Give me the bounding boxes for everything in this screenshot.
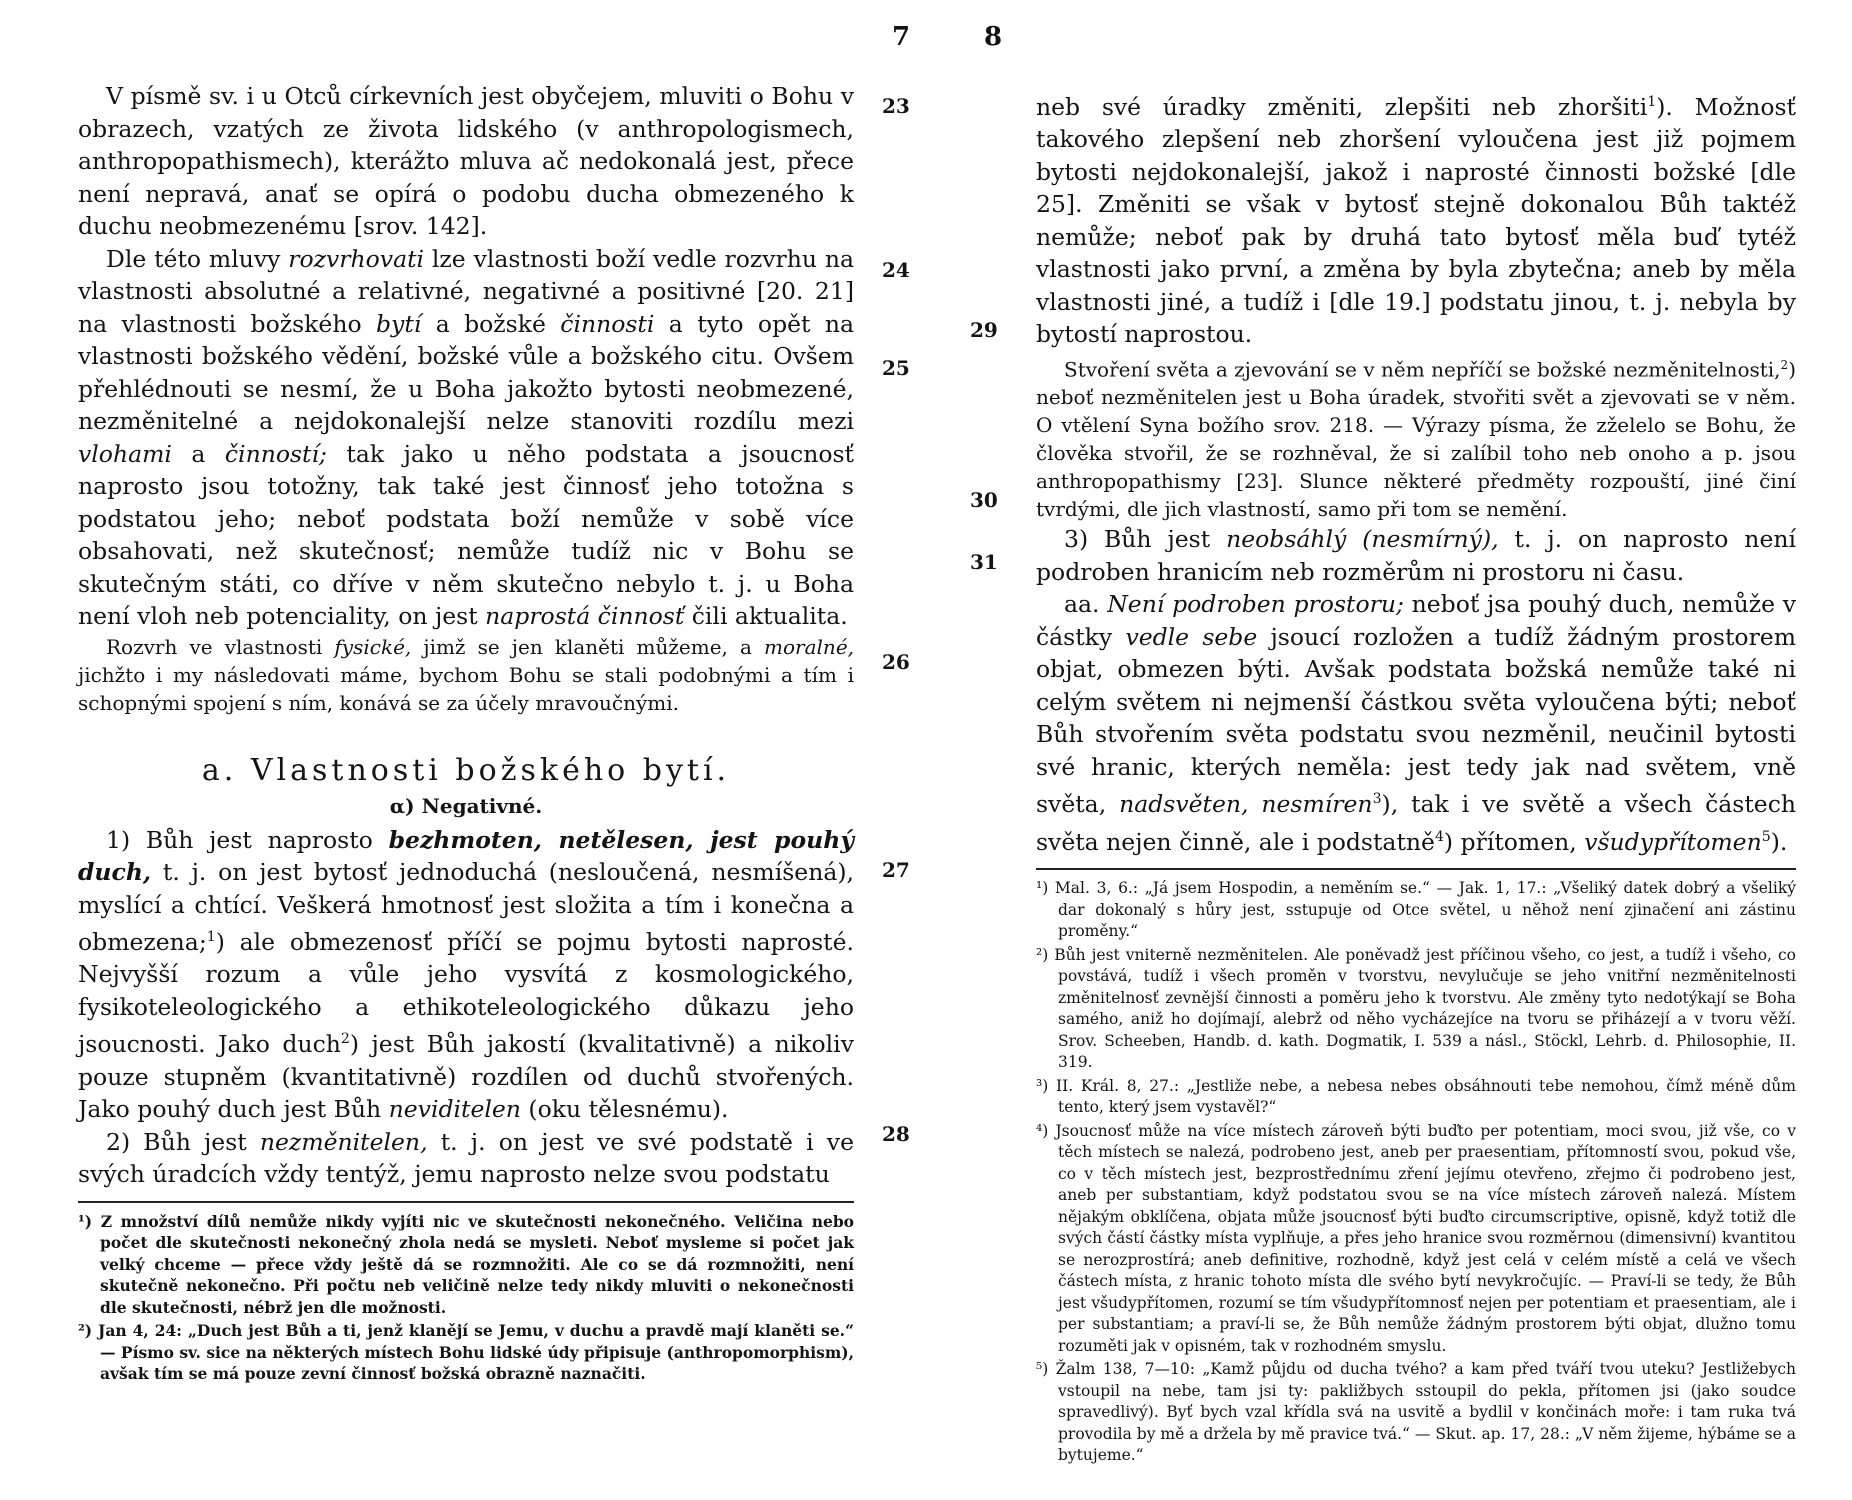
footnote: ³) II. Král. 8, 27.: „Jestliže nebe, a nebesa nebes obsáhnouti tebe nemohou, čímž méně dům tento, který jsem vystavěl?“ — [1036, 1076, 1796, 1117]
left-page-number: 7 — [892, 22, 911, 52]
margin-number: 30 — [970, 488, 998, 512]
margin-number: 28 — [882, 1122, 910, 1146]
margin-number: 25 — [882, 356, 910, 380]
right-column — [1036, 86, 1796, 1469]
paragraph: neb své úradky změniti, zlepšiti neb zhoršiti$^1$). Možnosť takového zlepšení neb zhoršení vyloučena jest již pojmem bytosti nejdokonalejší, jakož i naprosté činnosti božské [dle 25]. Změniti se však v bytosť stejně dokonalou Bůh taktéž nemůže; neboť pak by druhá tato bytosť měla buď tytéž vlastnosti jako první, a změna by byla zbytečna; aneb by měla vlastnosti jiné, a tudíž i [dle 19.] podstatu jinou, t. j. nebyla by bytostí naprostou. — [1036, 92, 1796, 349]
margin-number: 26 — [882, 650, 910, 674]
footnote: ²) Bůh jest vniterně nezměnitelen. Ale poněvadž jest příčinou všeho, co jest, a tudíž i všeho, co povstává, tudíž i všech proměn v tvorstvu, nevylučuje se jeho vnitřní nezměnitelnosti změnitelnosť zevnější činnosti a poměru jeho k tvorstvu. Ale změny tyto nedotýkají se Boha samého, aniž ho dojímají, alebrž od něho vycházejíce na tvoru se přiházejí a v tvoru věží. Srov. Scheeben, Handb. d. kath. Dogmatik, I. 539 a násl., Stöckl, Lehrb. d. Philosophie, II. 319. — [1036, 945, 1796, 1072]
left-column — [78, 80, 854, 1387]
section-subheading: α) Negativné. — [389, 793, 543, 818]
paragraph: 2) Bůh jest nezměnitelen, t. j. on jest ve své podstatě i ve svých úradcích vždy tentýž, jemu naprosto nelze svou podstatu — [78, 1127, 854, 1189]
right-page — [926, 0, 1852, 1500]
margin-number: 29 — [970, 318, 998, 342]
margin-number: 24 — [882, 258, 910, 282]
paragraph: aa. Není podroben prostoru; neboť jsa pouhý duch, nemůže v částky vedle sebe jsoucí rozložen a tudíž žádným prostorem objat, obmezen býti. Avšak podstata božská nemůže také ni celým světem ni nejmenší částkou světa vyloučena býti; neboť Bůh stvořením světa podstatu svou nezměnil, neučinil bytosti své hranic, kterých neměla: jest tedy jak nad světem, vně světa, nadsvěten, nesmíren$^3$), tak i ve světě a všech částech světa nejen činně, ale i podstatně$^4$) přítomen, všudypřítomen$^5$). — [1036, 590, 1797, 856]
footnote: ¹) Z množství dílů nemůže nikdy vyjíti nic ve skutečnosti nekonečného. Veličina nebo počet dle skutečnosti nekonečný zhola nedá se mysleti. Neboť mysleme si počet jak velký chceme — přece vždy ještě dá se rozmnožiti. Ale co se dá rozmnožiti, není skutečně nekonečno. Při počtu neb veličině nelze tedy nikdy mluviti o nekonečnosti dle skutečnosti, nébrž jen dle možnosti. — [78, 1211, 854, 1317]
footnote: ⁵) Žalm 138, 7—10: „Kamž půjdu od ducha tvého? a kam před tváří tvou uteku? Jestližebych vstoupil na nebe, tam jsi ty: pakližbych sstoupil do pekla, přítomen jsi (jako soudce spravedlivý). Byť bych vzal křídla svá na usvitě a bydlil v končinách moře: i tam ruka tvá provodila by mě a držela by mě pravice tvá.“ — Skut. ap. 17, 28.: „V něm žijeme, hýbáme se a bytujeme.“ — [1036, 1360, 1796, 1465]
footnote: ¹) Mal. 3, 6.: „Já jsem Hospodin, a neměním se.“ — Jak. 1, 17.: „Všeliký datek dobrý a všeliký dar dokonalý s hůry jest, sstupuje od Otce světel, u něhož není zjinačení ani zástinu proměny.“ — [1036, 879, 1796, 941]
paragraph: Dle této mluvy rozvrhovati lze vlastnosti boží vedle rozvrhu na vlastnosti absolutné a relativné, negativné a positivné [20. 21] na vlastnosti božského bytí a božské činnosti a tyto opět na vlastnosti božského vědění, božské vůle a božského citu. Ovšem přehlédnouti se nesmí, že u Boha jakožto bytosti neobmezené, nezměnitelné a nejdokonalejší nelze stanoviti rozdílu mezi vlohami a činností; tak jako u něho podstata a jsoucnosť naprosto jsou totožny, tak také jest činnosť jeho totožna s podstatou jeho; neboť podstata boží nemůže v sobě více obsahovati, než skutečnosť; nemůže tudíž nic v Bohu se skutečným státi, co dříve v něm skutečno nebylo t. j. u Boha není vloh neb potenciality, on jest naprostá činnosť čili aktualita. — [78, 244, 855, 630]
footnote: ²) Jan 4, 24: „Duch jest Bůh a ti, jenž klanějí se Jemu, v duchu a pravdě mají klaněti se.“ — Písmo sv. sice na některých místech Bohu lidské údy připisuje (anthropomorphism), avšak tím se má pouze zevní činnosť božská obrazně naznačiti. — [78, 1321, 854, 1384]
section-heading: a. Vlastnosti božského bytí. — [201, 752, 731, 788]
right-page-number: 8 — [984, 22, 1003, 52]
footnote: ⁴) Jsoucnosť může na více místech zároveň býti buďto per potentiam, moci svou, již vše, co v těch místech se nalezá, podrobeno jest, aneb per praesentiam, přítomností svou, pokud vše, co v těch místech jest, bezprostřednímu zření jejímu otevřeno, zřejmo či podrobeno jest, aneb per substantiam, když podstatou svou se na více místech zároveň nalezá. Místem nějakým obklíčena, objata může jsoucnosť býti buďto circumscriptive, opisně, když totiž dle svých částí částky místa vyplňuje, a přes jeho hranice svou rozměrnou (dimensivní) kvantitou se nerozprostírá; aneb definitive, rozhodně, když jest celá v celém místě a celá ve všech částech místa, z hranic tohoto místa dle svého bytí nevykročujíc. — Praví-li se tedy, že Bůh jest všudypřítomen, rozumí se tím všudypřítomnosť nejen per potentiam et praesentiam, ale i per substantiam; a praví-li se, že Bůh nemůže žádným prostorem býti objat, dlužno tomu rozuměti jak v opisném, tak v rozhodném smyslu. — [1036, 1121, 1796, 1355]
margin-number: 27 — [882, 858, 910, 882]
margin-number: 23 — [882, 94, 910, 118]
paragraph: Stvoření světa a zjevování se v něm nepříčí se božské nezměnitelnosti,$^2$) neboť nezměnitelen jest u Boha úradek, stvořiti svět a zjevovati se v něm. O vtělení Syna božího srov. 218. — Výrazy písma, že zželelo se Bohu, že člověka stvořil, že se rozhněval, že si zalíbil toho neb onoho a p. jsou anthropopathismy [23]. Slunce některé předměty rozpouští, jiné činí tvrdými, dle jich vlastností, samo při tom se nemění. — [1036, 357, 1796, 522]
paragraph: Rozvrh ve vlastnosti fysické, jimž se jen klaněti můžeme, a moralné, jichžto i my následovati máme, bychom Bohu se stali podobnými a tím i schopnými spojení s ním, konává se za účely mravoučnými. — [78, 634, 855, 715]
footnote-divider — [1036, 868, 1796, 870]
paragraph: 3) Bůh jest neobsáhlý (nesmírný), t. j. on naprosto není podroben hranicím neb rozměrům ni prostoru ni času. — [1036, 525, 1796, 586]
paragraph: 1) Bůh jest naprosto bezhmoten, netělesen, jest pouhý duch, t. j. on jest bytosť jednoduchá (nesloučená, nesmíšená), myslící a chtící. Veškerá hmotnosť jest složita a tím i konečna a obmezena;$^1$) ale obmezenosť příčí se pojmu bytosti naprosté. Nejvyšší rozum a vůle jeho vysvítá z kosmologického, fysikoteleologického a ethikoteleologického důkazu jeho jsoucnosti. Jako duch$^2$) jest Bůh jakostí (kvalitativně) a nikoliv pouze stupněm (kvantitativně) rozdílen od duchů stvořených. Jako pouhý duch jest Bůh neviditelen (oku tělesnému). — [78, 825, 854, 1124]
paragraph: V písmě sv. i u Otců církevních jest obyčejem, mluviti o Bohu v obrazech, vzatých ze života lidského (v anthropologismech, anthropopathismech), kterážto mluva ač nedokonalá jest, přece není nepravá, anať se opírá o podobu ducha obmezeného k duchu neobmezenému [srov. 142]. — [78, 82, 854, 240]
margin-number: 31 — [970, 550, 998, 574]
footnote-divider — [78, 1201, 854, 1203]
